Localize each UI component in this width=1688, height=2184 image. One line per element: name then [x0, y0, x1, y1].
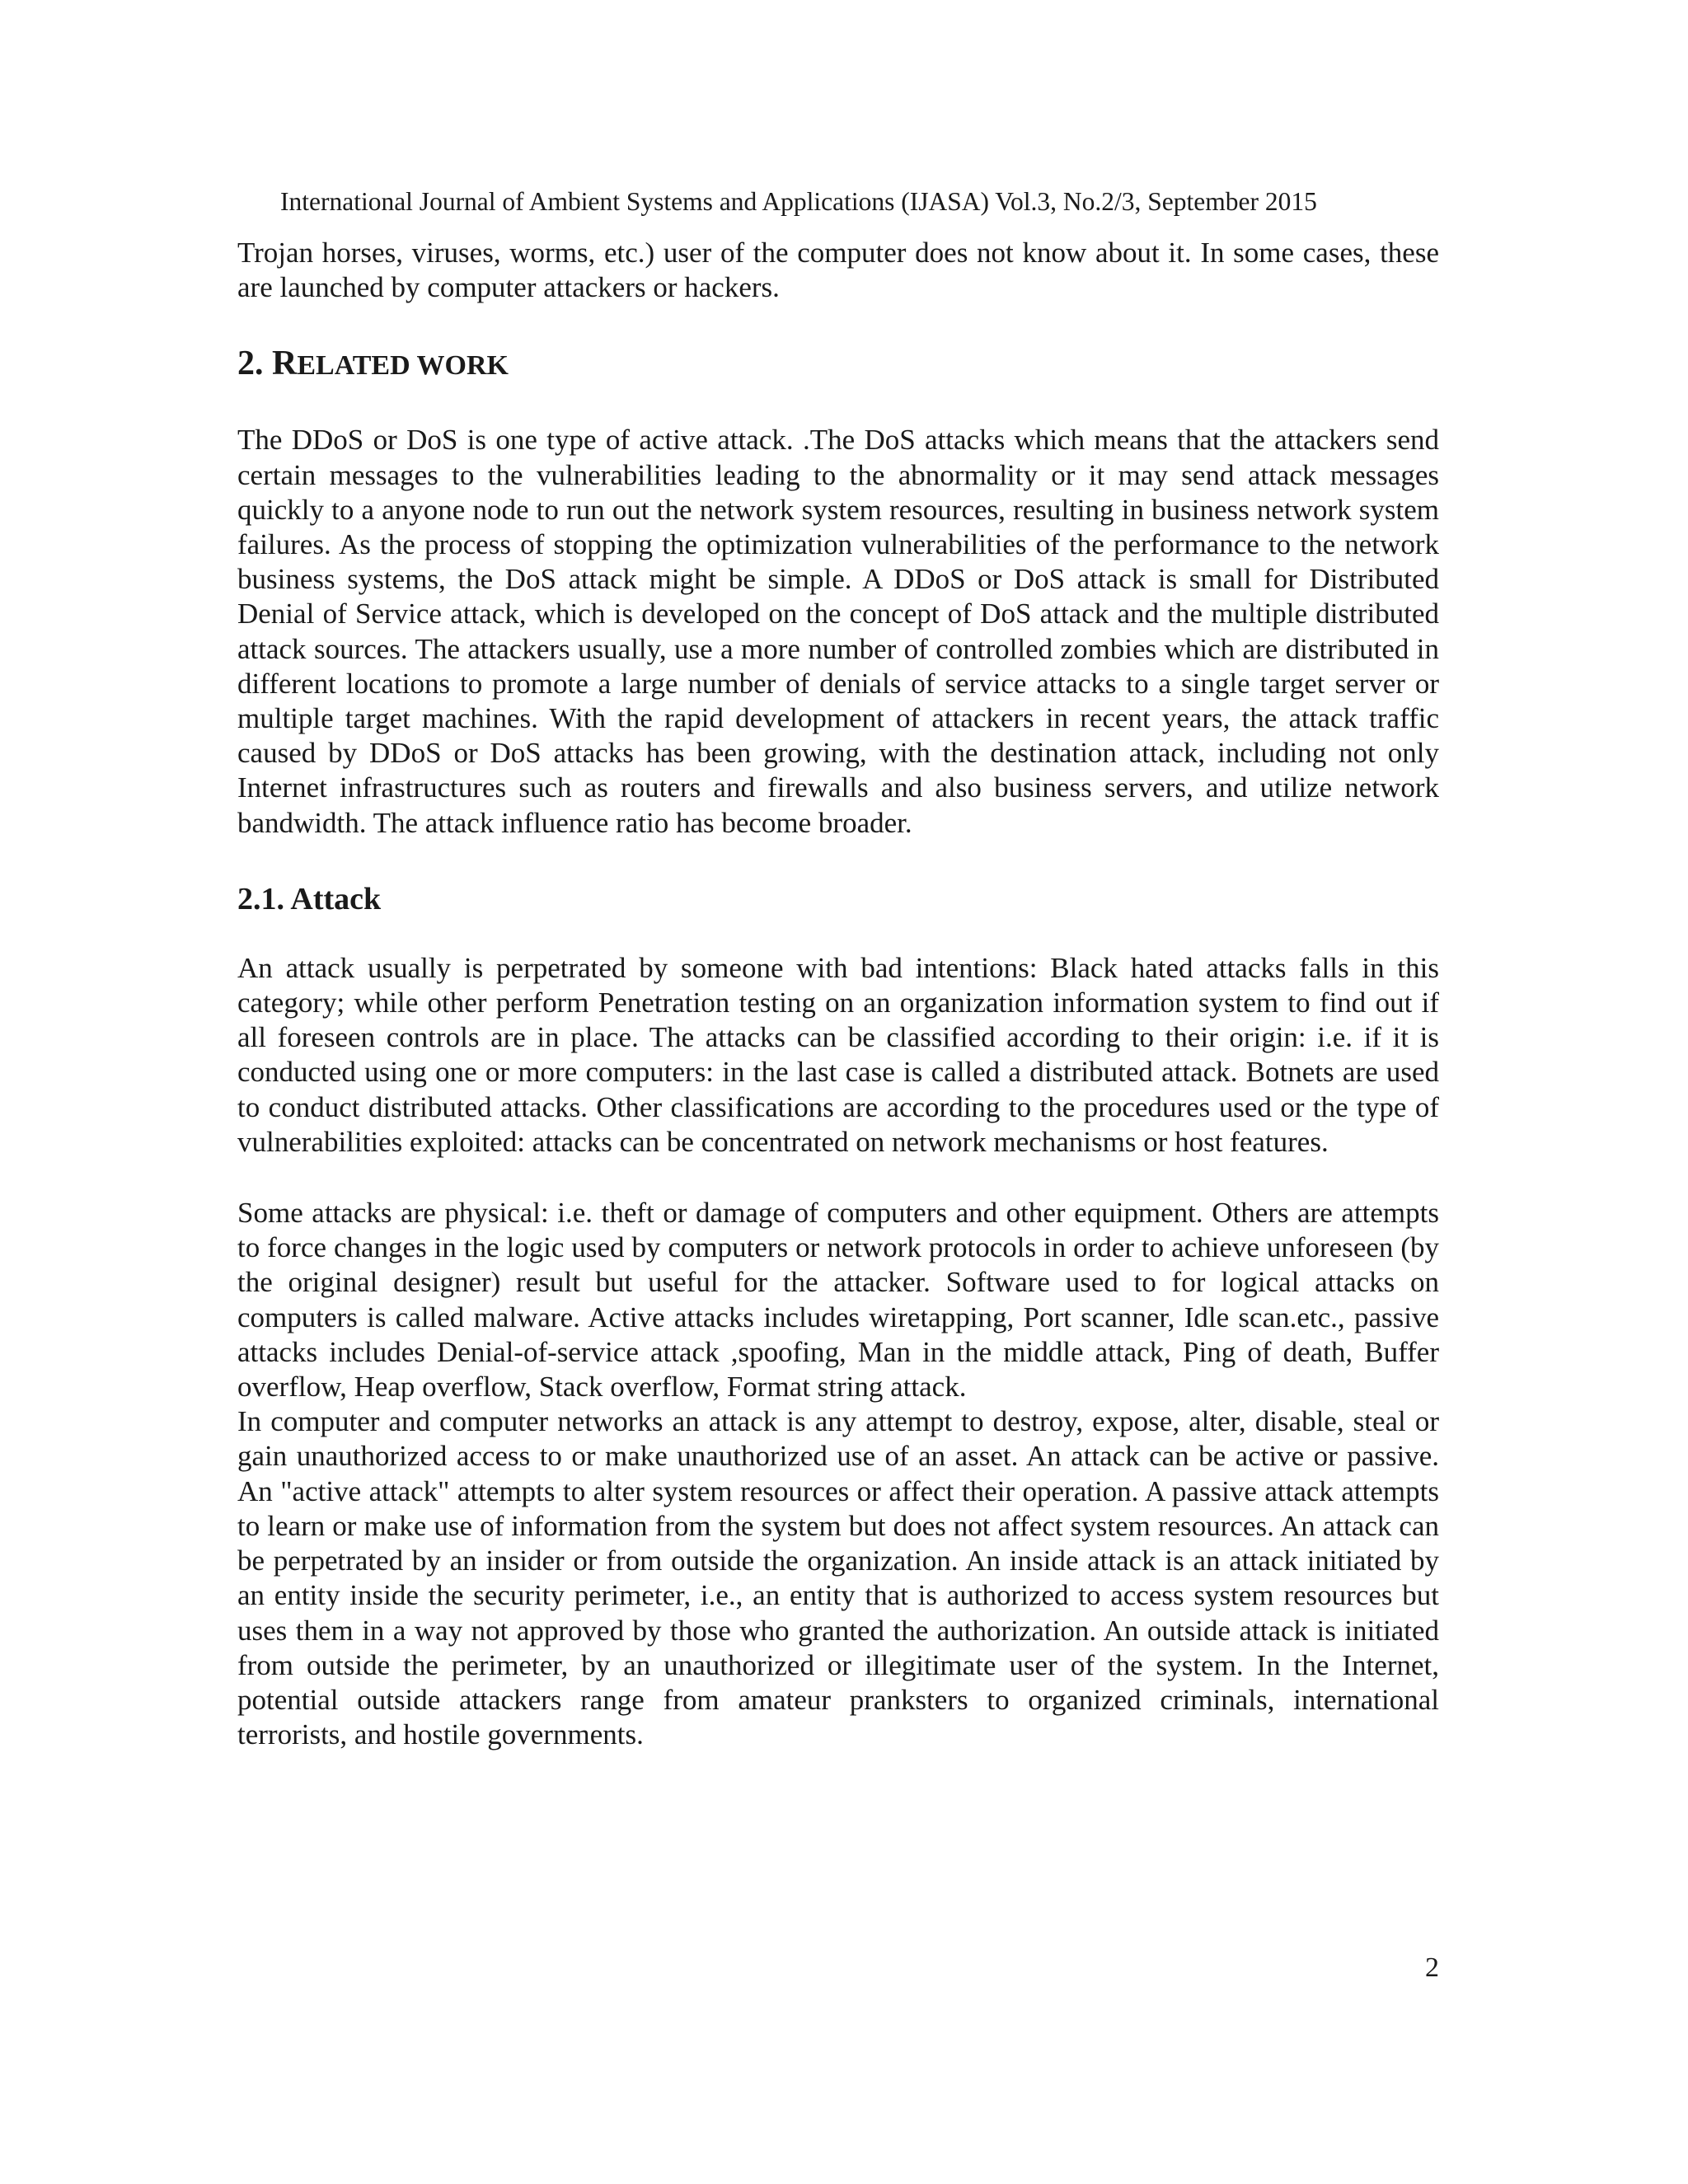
- attack-paragraph-1: An attack usually is perpetrated by someone with bad intentions: Black hated attacks falls in this category; while other perform Penetration testing on an organization information system to find out if all foreseen controls are in place. The attacks can be classified according to their origin: i.e. if it is conducted using one or more computers: in the last case is called a distributed attack. Botnets are used to conduct distributed attacks. Other classifications are according to the procedures used or the type of vulnerabilities exploited: attacks can be concentrated on network mechanisms or host features.: [237, 951, 1439, 1158]
- spacer: [237, 841, 1439, 880]
- page-body: [237, 236, 1439, 1752]
- page-number: 2: [1425, 1952, 1439, 1983]
- intro-continuation-paragraph: Trojan horses, viruses, worms, etc.) user of the computer does not know about it. In some cases, these are launched by computer attackers or hackers.: [237, 237, 1439, 304]
- section-title-rest: ELATED: [297, 350, 417, 382]
- related-work-paragraph: The DDoS or DoS is one type of active attack. .The DoS attacks which means that the attackers send certain messages to the vulnerabilities leading to the abnormality or it may send attack messages quickly to a anyone node to run out the network system resources, resulting in business network system failures. As the process of stopping the optimization vulnerabilities of the performance to the network business systems, the DoS attack might be simple. A DDoS or DoS attack is small for Distributed Denial of Service attack, which is developed on the concept of DoS attack and the multiple distributed attack sources. The attackers usually, use a more number of controlled zombies which are distributed in different locations to promote a large number of denials of service attacks to a single target server or multiple target machines. With the rapid development of attackers in recent years, the attack traffic caused by DDoS or DoS attacks has been growing, with the destination attack, including not only Internet infrastructures such as routers and firewalls and also business servers, and utilize network bandwidth. The attack influence ratio has become broader.: [237, 424, 1439, 839]
- section-title-initial: R: [272, 344, 298, 383]
- section-heading-related-work: [237, 343, 1439, 387]
- spacer: [237, 918, 1439, 951]
- attack-paragraph-3: In computer and computer networks an attack is any attempt to destroy, expose, alter, disable, steal or gain unauthorized access to or make unauthorized use of an asset. An attack can be active or passive. An "active attack" attempts to alter system resources or affect their operation. A passive attack attempts to learn or make use of information from the system but does not affect system resources. An attack can be perpetrated by an insider or from outside the organization. An inside attack is an attack initiated by an entity inside the security perimeter, i.e., an entity that is authorized to access system resources but uses them in a way not approved by those who granted the authorization. An outside attack is initiated from outside the perimeter, by an unauthorized or illegitimate user of the system. In the Internet, potential outside attackers range from amateur pranksters to organized criminals, international terrorists, and hostile governments.: [237, 1405, 1439, 1751]
- spacer: [237, 1160, 1439, 1196]
- spacer: [237, 387, 1439, 423]
- running-header: International Journal of Ambient Systems and Applications (IJASA) Vol.3, No.2/3, September 2015: [280, 187, 1317, 216]
- spacer: [237, 305, 1439, 343]
- subsection-heading-attack: 2.1. Attack: [237, 881, 382, 916]
- attack-paragraph-2: Some attacks are physical: i.e. theft or damage of computers and other equipment. Others are attempts to force changes in the logic used by computers or network protocols in order to achieve unforeseen (by the original designer) result but useful for the attacker. Software used to for logical attacks on computers is called malware. Active attacks includes wiretapping, Port scanner, Idle scan.etc., passive attacks includes Denial-of-service attack ,spoofing, Man in the middle attack, Ping of death, Buffer overflow, Heap overflow, Stack overflow, Format string attack.: [237, 1197, 1439, 1404]
- section-title-rest-2: WORK: [416, 350, 509, 382]
- section-number: 2.: [237, 344, 272, 383]
